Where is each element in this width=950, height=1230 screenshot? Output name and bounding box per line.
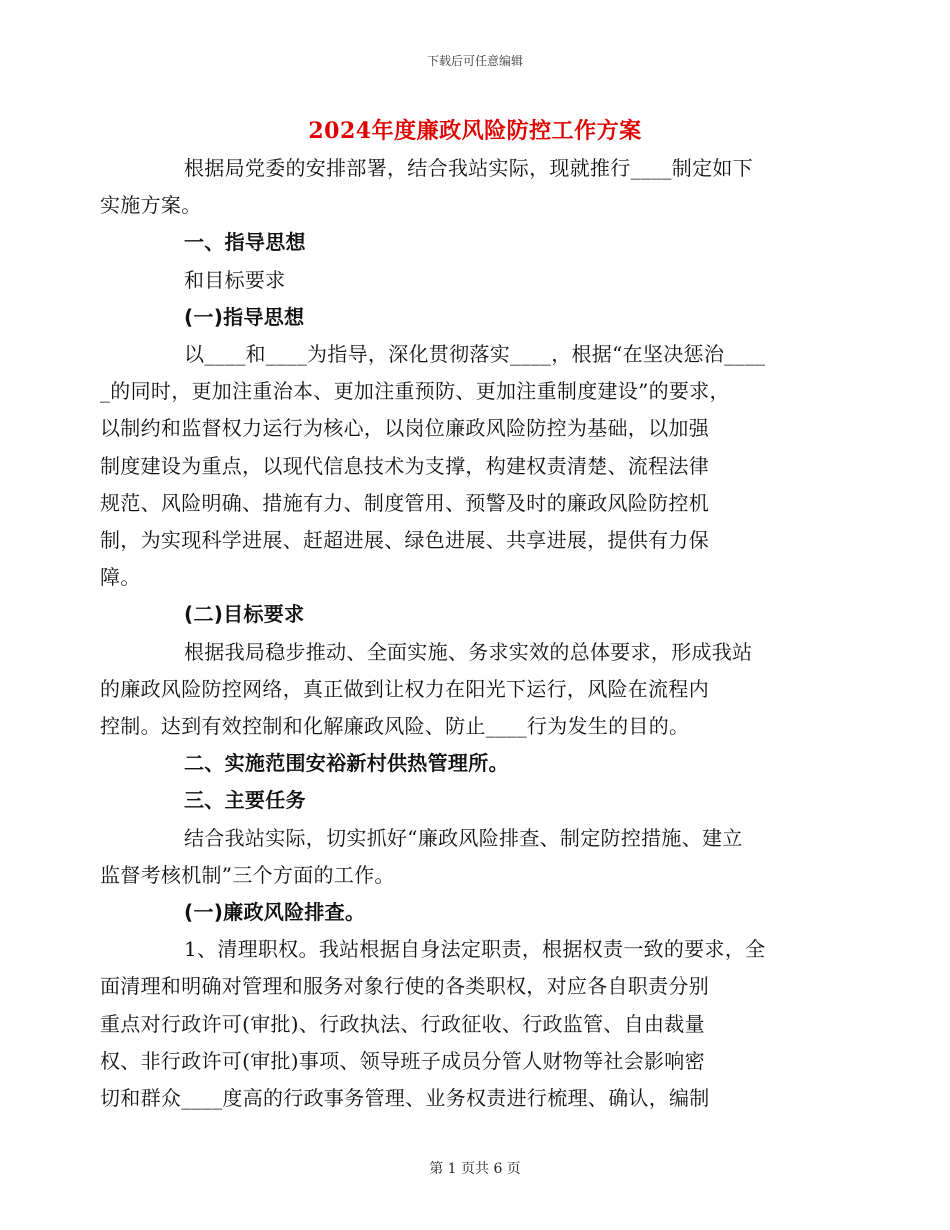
subsection-heading: (一)廉政风险排查。 bbox=[184, 900, 366, 925]
document-body bbox=[100, 150, 807, 1117]
guiding-thought-paragraph bbox=[100, 336, 807, 596]
subsection-heading: (一)指导思想 bbox=[184, 304, 305, 329]
text-line: 切和群众____度高的行政事务管理、业务权责进行梳理、确认，编制 bbox=[100, 1086, 710, 1111]
page-number: 第 1 页共 6 页 bbox=[429, 1161, 521, 1177]
text-line: 实施方案。 bbox=[100, 193, 202, 218]
subsection-heading: (二)目标要求 bbox=[184, 602, 305, 627]
tasks-paragraph bbox=[100, 820, 807, 894]
text-line: 规范、风险明确、措施有力、制度管用、预警及时的廉政风险防控机 bbox=[100, 490, 709, 515]
text-line: 监督考核机制”三个方面的工作。 bbox=[100, 862, 395, 887]
text-line: 权、非行政许可(审批)事项、领导班子成员分管人财物等社会影响密 bbox=[100, 1048, 705, 1073]
clear-powers-paragraph bbox=[100, 931, 807, 1117]
text-line: 制，为实现科学进展、赶超进展、绿色进展、共享进展，提供有力保 bbox=[100, 528, 709, 553]
target-paragraph bbox=[100, 634, 807, 746]
page-header: 下载后可任意编辑 bbox=[426, 54, 523, 68]
section-heading: 三、主要任务 bbox=[184, 788, 306, 813]
text-line: 障。 bbox=[100, 565, 141, 590]
text-paragraph: 和目标要求 bbox=[184, 267, 286, 292]
text-line: _的同时，更加注重治本、更加注重预防、更加注重制度建设”的要求， bbox=[100, 379, 730, 404]
text-line: 的廉政风险防控网络，真正做到让权力在阳光下运行，风险在流程内 bbox=[100, 676, 709, 701]
intro-paragraph bbox=[100, 150, 807, 224]
text-line: 以____和____为指导，深化贯彻落实____，根据“在坚决惩治____ bbox=[184, 342, 766, 367]
section-heading: 一、指导思想 bbox=[184, 230, 306, 255]
text-line: 根据局党委的安排部署，结合我站实际，现就推行____制定如下 bbox=[184, 156, 753, 180]
text-line: 结合我站实际，切实抓好“廉政风险排查、制定防控措施、建立 bbox=[184, 825, 743, 850]
section-heading: 二、实施范围安裕新村供热管理所。 bbox=[184, 751, 509, 776]
text-line: 1、清理职权。我站根据自身法定职责，根据权责一致的要求，全 bbox=[184, 937, 766, 962]
text-line: 面清理和明确对管理和服务对象行使的各类职权，对应各自职责分别 bbox=[100, 974, 709, 999]
text-line: 根据我局稳步推动、全面实施、务求实效的总体要求，形成我站 bbox=[184, 639, 753, 664]
text-line: 重点对行政许可(审批)、行政执法、行政征收、行政监管、自由裁量 bbox=[100, 1011, 705, 1036]
document-title: 2024年度廉政风险防控工作方案 bbox=[308, 118, 642, 144]
text-line: 控制。达到有效控制和化解廉政风险、防止____行为发生的目的。 bbox=[100, 714, 690, 739]
text-line: 以制约和监督权力运行为核心，以岗位廉政风险防控为基础，以加强 bbox=[100, 416, 709, 441]
text-line: 制度建设为重点，以现代信息技术为支撑，构建权责清楚、流程法律 bbox=[100, 453, 709, 478]
